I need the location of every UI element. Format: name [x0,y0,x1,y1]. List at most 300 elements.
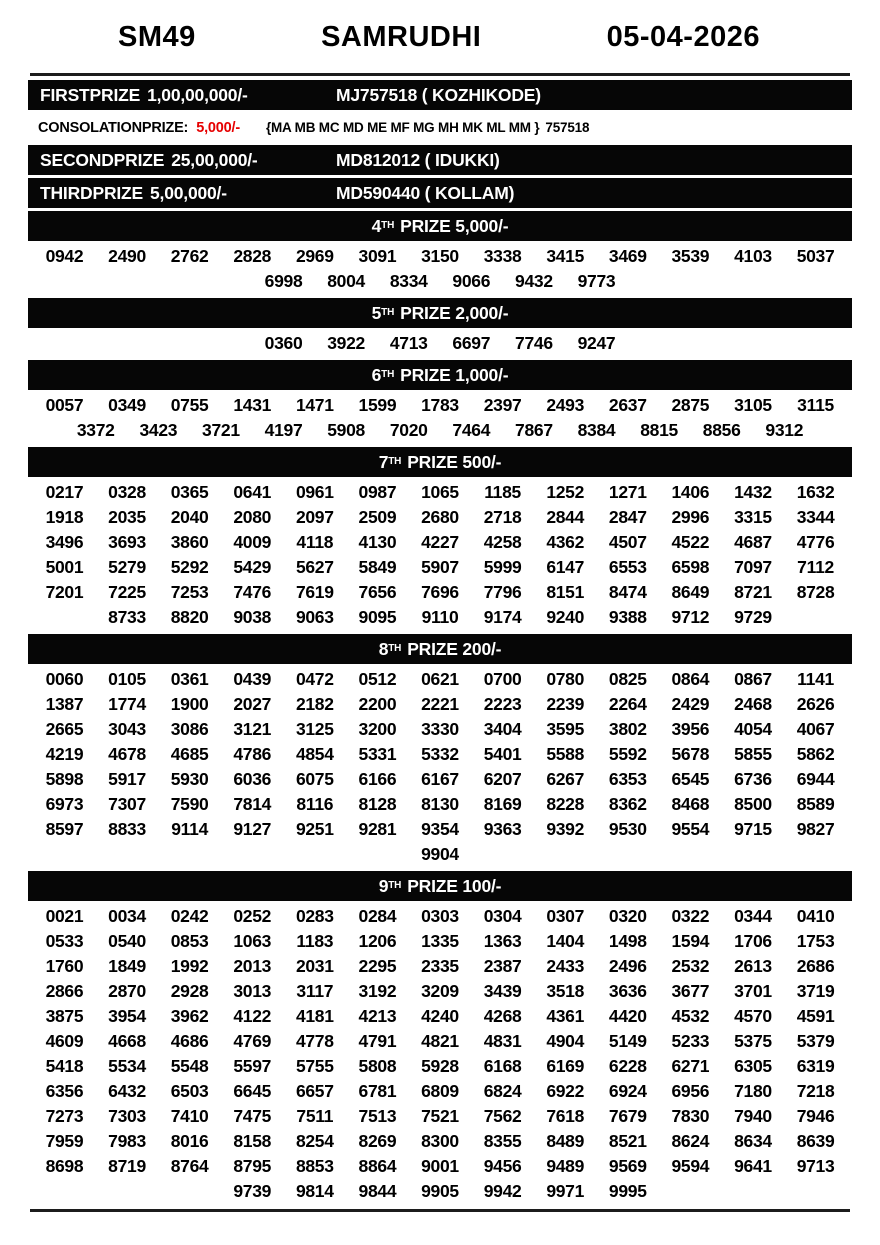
prize-number: 0307 [546,906,585,926]
prize-number: 7940 [734,1106,772,1126]
prize-number: 9363 [483,819,522,839]
prize-number: 5548 [170,1056,209,1076]
prize-number: 1774 [108,694,146,714]
prize-number: 2493 [546,395,585,415]
prize-number: 7225 [108,582,146,602]
prize-number: 7814 [233,794,272,814]
tier-7th-header [28,447,852,477]
prize-number: 5429 [233,557,272,577]
prize-number: 9392 [546,819,585,839]
prize-number: 2429 [671,694,710,714]
prize-number: 7307 [108,794,146,814]
prize-number: 2031 [295,956,334,976]
tier-ordinal-suffix: TH [381,307,395,318]
prize-number: 0472 [295,669,334,689]
prize-number: 6736 [734,769,772,789]
prize-number: 4854 [295,744,334,764]
prize-number: 4570 [734,1006,772,1026]
prize-number-row [33,904,847,929]
prize-number-row [33,393,847,418]
tier-6th-header [28,360,852,390]
prize-number: 6167 [421,769,459,789]
prize-number: 4831 [483,1031,522,1051]
prize-number: 2182 [295,694,334,714]
prize-number: 8795 [233,1156,272,1176]
prize-number: 7475 [233,1106,272,1126]
prize-number: 7590 [170,794,209,814]
prize-number: 5678 [671,744,710,764]
prize-number: 2397 [483,395,522,415]
prize-number-row [33,929,847,954]
prize-number: 4240 [421,1006,459,1026]
prize-number: 9942 [483,1181,522,1201]
prize-number: 9641 [734,1156,772,1176]
prize-number: 6353 [608,769,647,789]
prize-number: 0700 [483,669,522,689]
prize-number-row [33,1004,847,1029]
tier-title: PRIZE 1,000/- [400,364,509,385]
top-divider [30,73,850,76]
prize-number: 4227 [421,532,459,552]
prize-number: 1632 [796,482,835,502]
tier-ordinal-suffix: TH [388,880,402,891]
prize-number: 0942 [45,246,84,266]
prize-number: 3956 [671,719,710,739]
prize-number: 4687 [734,532,772,552]
prize-number: 6305 [734,1056,772,1076]
second-prize-label [40,150,336,171]
consolation-amount: 5,000/- [196,119,240,136]
prize-number: 5755 [295,1056,334,1076]
sheet-header [28,10,852,56]
prize-number: 8698 [45,1156,84,1176]
tier-title: PRIZE 2,000/- [400,302,509,323]
prize-number: 1498 [608,931,647,951]
prize-number: 0283 [295,906,334,926]
prize-number: 8833 [108,819,146,839]
prize-number: 0361 [170,669,209,689]
prize-number: 7218 [796,1081,835,1101]
tier-9th-header [28,871,852,901]
prize-number: 5149 [608,1031,647,1051]
prize-number: 5928 [421,1056,459,1076]
prize-number-grid [33,244,847,294]
prize-number: 2200 [358,694,397,714]
second-prize-bar [28,145,852,175]
prize-number: 9971 [546,1181,585,1201]
prize-number: 1471 [295,395,334,415]
prize-number: 6267 [546,769,585,789]
prize-number: 4591 [796,1006,835,1026]
prize-tier-9th [28,871,852,1204]
prize-number: 7511 [296,1106,334,1126]
prize-number: 7746 [515,333,553,353]
prize-number: 5001 [45,557,84,577]
first-prize-winner: MJ757518 ( KOZHIKODE) [336,84,541,105]
prize-number: 7679 [608,1106,647,1126]
prize-number: 5418 [45,1056,84,1076]
prize-number: 8489 [546,1131,585,1151]
prize-number: 2433 [546,956,585,976]
prize-number: 4054 [734,719,772,739]
prize-number: 6809 [421,1081,459,1101]
first-prize-bar [28,80,852,110]
prize-number: 8384 [577,420,616,440]
prize-number: 7464 [452,420,491,440]
prize-number: 2969 [295,246,334,266]
prize-number-row [33,418,847,443]
prize-number: 0320 [608,906,647,926]
prize-number: 8864 [358,1156,397,1176]
prize-number: 5037 [796,246,835,266]
prize-tiers [28,211,852,1204]
draw-code: SM49 [118,21,196,53]
prize-number: 4685 [170,744,209,764]
prize-number: 0303 [421,906,459,926]
prize-number: 3315 [734,507,772,527]
prize-number: 8589 [796,794,835,814]
prize-number: 0641 [233,482,272,502]
prize-number: 4268 [483,1006,522,1026]
first-prize-amount: 1,00,00,000/- [147,84,248,105]
tier-ordinal-suffix: TH [388,456,402,467]
prize-number: 2496 [608,956,647,976]
prize-number: 9432 [515,271,553,291]
prize-number: 5917 [108,769,146,789]
prize-number: 9489 [546,1156,585,1176]
prize-number: 6356 [45,1081,84,1101]
tier-ordinal: 8 [378,638,389,659]
prize-number: 2847 [608,507,647,527]
prize-number: 3518 [546,981,585,1001]
prize-number: 3091 [358,246,397,266]
prize-number: 9905 [421,1181,459,1201]
prize-number: 7619 [295,582,334,602]
prize-number: 3875 [45,1006,84,1026]
prize-number: 6166 [358,769,397,789]
prize-number: 7983 [108,1131,146,1151]
tier-title: PRIZE 100/- [407,875,502,896]
consolation-prize-row [28,113,852,142]
prize-number: 5627 [295,557,334,577]
prize-number: 2613 [734,956,772,976]
prize-number: 0328 [108,482,146,502]
prize-number: 3117 [296,981,334,1001]
prize-number: 8362 [608,794,647,814]
prize-number: 0853 [170,931,209,951]
tier-ordinal: 5 [371,302,382,323]
prize-number-row [33,555,847,580]
prize-number: 9312 [765,420,804,440]
prize-number: 5908 [327,420,365,440]
prize-number: 2509 [358,507,397,527]
prize-number: 7097 [734,557,772,577]
prize-number: 3860 [170,532,209,552]
prize-number: 9240 [546,607,585,627]
prize-number: 9739 [233,1181,272,1201]
prize-number: 8004 [327,271,365,291]
prize-number: 4769 [233,1031,272,1051]
prize-number-row [33,1104,847,1129]
consolation-number: 757518 [545,120,590,135]
prize-number: 4118 [296,532,334,552]
prize-number: 2928 [170,981,209,1001]
prize-number: 4686 [170,1031,209,1051]
prize-number: 4609 [45,1031,84,1051]
prize-number: 5930 [170,769,209,789]
prize-number: 4122 [233,1006,272,1026]
prize-number: 8228 [546,794,585,814]
prize-number-row [33,742,847,767]
prize-number-row [33,1079,847,1104]
prize-number: 0961 [295,482,334,502]
prize-number: 7476 [233,582,272,602]
prize-number: 3496 [45,532,84,552]
prize-number: 0021 [45,906,84,926]
prize-number: 0284 [358,906,397,926]
prize-number: 0252 [233,906,272,926]
prize-number: 4420 [608,1006,647,1026]
prize-number: 8815 [640,420,678,440]
prize-number: 7303 [108,1106,146,1126]
prize-number: 8334 [389,271,428,291]
prize-number: 8116 [296,794,334,814]
prize-number: 6271 [671,1056,710,1076]
prize-number: 4786 [233,744,272,764]
prize-number: 4130 [358,532,397,552]
prize-number: 2387 [483,956,522,976]
prize-number: 1760 [45,956,84,976]
prize-number: 6924 [608,1081,647,1101]
prize-number: 2035 [108,507,146,527]
prize-number: 1706 [734,931,772,951]
prize-number: 9715 [734,819,772,839]
prize-number: 3013 [233,981,272,1001]
prize-number: 7521 [421,1106,459,1126]
prize-number: 0322 [671,906,710,926]
prize-number: 9569 [608,1156,647,1176]
tier-title: PRIZE 5,000/- [400,215,509,236]
prize-number-grid [33,480,847,630]
prize-number: 6545 [671,769,710,789]
prize-number: 8733 [108,607,146,627]
prize-number: 8468 [671,794,710,814]
prize-number: 5233 [671,1031,710,1051]
third-prize-winner: MD590440 ( KOLLAM) [336,182,515,203]
prize-number: 4821 [421,1031,459,1051]
prize-tier-5th [28,298,852,356]
prize-number: 2875 [671,395,710,415]
draw-date: 05-04-2026 [606,21,760,53]
tier-8th-header [28,634,852,664]
prize-number: 0304 [483,906,522,926]
prize-number: 1363 [483,931,522,951]
prize-number-row [33,605,847,630]
lottery-name: SAMRUDHI [321,21,482,53]
tier-ordinal-suffix: TH [381,369,395,380]
prize-number: 1431 [233,395,272,415]
prize-number: 3415 [546,246,585,266]
tier-ordinal: 7 [378,451,389,472]
prize-number: 8856 [702,420,741,440]
prize-number: 9995 [608,1181,647,1201]
third-prize-bar [28,178,852,208]
prize-number: 2996 [671,507,710,527]
prize-number: 7696 [421,582,459,602]
prize-number: 2866 [45,981,84,1001]
prize-number: 8639 [796,1131,835,1151]
prize-number: 1183 [296,931,334,951]
prize-number: 1185 [484,482,521,502]
prize-number-row [33,842,847,867]
prize-number: 4067 [796,719,835,739]
prize-number: 4532 [671,1006,710,1026]
prize-number: 9110 [421,607,459,627]
prize-number: 4213 [358,1006,397,1026]
prize-number: 6824 [483,1081,522,1101]
prize-number: 6973 [45,794,84,814]
prize-number: 0439 [233,669,272,689]
prize-number: 9814 [295,1181,334,1201]
prize-number: 2626 [796,694,835,714]
prize-number: 5849 [358,557,397,577]
prize-number: 9354 [421,819,459,839]
prize-number: 1063 [233,931,272,951]
prize-number: 8355 [483,1131,522,1151]
prize-number: 9251 [295,819,334,839]
prize-number: 0365 [170,482,209,502]
prize-number: 1900 [170,694,209,714]
prize-number: 8254 [295,1131,334,1151]
prize-number: 4778 [295,1031,334,1051]
prize-number: 1141 [797,669,834,689]
prize-number: 9281 [358,819,397,839]
prize-number: 3954 [108,1006,146,1026]
prize-number: 8016 [170,1131,209,1151]
prize-number-row [33,244,847,269]
prize-number: 0344 [734,906,772,926]
prize-number: 6956 [671,1081,710,1101]
prize-number: 1594 [671,931,710,951]
prize-number: 0540 [108,931,146,951]
prize-number: 8300 [421,1131,459,1151]
prize-number: 9530 [608,819,647,839]
prize-number: 0060 [45,669,84,689]
prize-number: 7830 [671,1106,710,1126]
prize-number-row [33,817,847,842]
prize-number-grid [33,393,847,443]
prize-number-row [33,954,847,979]
prize-number: 0780 [546,669,585,689]
prize-number: 3539 [671,246,710,266]
prize-number: 8624 [671,1131,710,1151]
prize-number: 6036 [233,769,272,789]
prize-number-row [33,1054,847,1079]
prize-number: 7273 [45,1106,84,1126]
tier-5th-header [28,298,852,328]
prize-number: 8500 [734,794,772,814]
prize-tier-7th [28,447,852,630]
prize-number-row [33,979,847,1004]
prize-number: 1992 [170,956,209,976]
prize-number: 3372 [76,420,115,440]
tier-ordinal-suffix: TH [388,643,402,654]
prize-number: 2665 [45,719,84,739]
prize-number: 2097 [295,507,334,527]
prize-number: 3344 [796,507,835,527]
prize-number: 0410 [796,906,835,926]
prize-number: 1753 [796,931,835,951]
prize-number: 4361 [546,1006,585,1026]
prize-number: 6598 [671,557,710,577]
prize-number: 9844 [358,1181,397,1201]
prize-number: 3086 [170,719,209,739]
prize-number: 2490 [108,246,146,266]
prize-number: 2080 [233,507,272,527]
prize-number: 2844 [546,507,585,527]
prize-number: 2223 [483,694,522,714]
prize-number: 8597 [45,819,84,839]
prize-number: 6922 [546,1081,585,1101]
prize-number: 1335 [421,931,459,951]
prize-number: 3125 [295,719,334,739]
prize-number: 6944 [796,769,835,789]
prize-number: 3693 [108,532,146,552]
prize-tier-6th [28,360,852,443]
prize-number: 4181 [295,1006,334,1026]
prize-number: 3701 [734,981,772,1001]
prize-number: 9712 [671,607,710,627]
prize-number-row [33,331,847,356]
prize-number: 1849 [108,956,146,976]
prize-number: 6168 [483,1056,522,1076]
tier-title: PRIZE 200/- [407,638,502,659]
second-prize-title: SECONDPRIZE [40,149,165,170]
prize-number: 3105 [734,395,772,415]
prize-number: 6697 [452,333,491,353]
prize-number: 8130 [421,794,459,814]
prize-number: 9713 [796,1156,835,1176]
tier-title: PRIZE 500/- [407,451,502,472]
prize-number: 2686 [796,956,835,976]
prize-number: 4713 [389,333,428,353]
prize-number: 5862 [796,744,835,764]
prize-number: 4522 [671,532,710,552]
third-prize-label [40,183,336,204]
prize-number: 9038 [233,607,272,627]
prize-number: 5597 [233,1056,272,1076]
prize-number: 5279 [108,557,146,577]
prize-number: 2221 [421,694,459,714]
prize-number: 3150 [421,246,459,266]
consolation-series: {MA MB MC MD ME MF MG MH MK ML MM } [265,120,540,135]
prize-number: 2264 [608,694,647,714]
prize-number: 8169 [483,794,522,814]
prize-number: 9827 [796,819,835,839]
prize-number: 2040 [170,507,209,527]
prize-number: 3962 [170,1006,209,1026]
prize-number: 7796 [483,582,522,602]
prize-number-row [33,767,847,792]
prize-number: 8269 [358,1131,397,1151]
prize-number: 2870 [108,981,146,1001]
prize-number: 6503 [170,1081,209,1101]
prize-number: 2027 [233,694,272,714]
prize-number: 3469 [608,246,647,266]
prize-number: 7618 [546,1106,585,1126]
prize-number: 4009 [233,532,272,552]
prize-number: 8721 [734,582,772,602]
